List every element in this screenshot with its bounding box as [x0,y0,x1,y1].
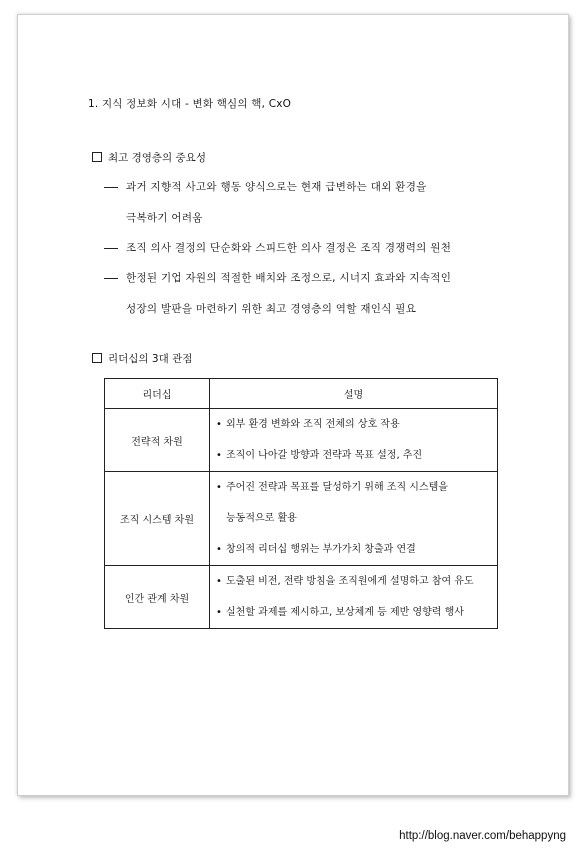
table-header-leadership: 리더십 [105,379,210,409]
list-item: • 조직이 나아갈 방향과 전략과 목표 설정, 추진 [216,450,423,461]
description-cell [210,472,498,566]
dash-icon [104,278,118,279]
section-leadership-heading: 리더십의 3대 관점 [92,351,192,366]
table-row [105,566,498,629]
dimension-cell: 조직 시스템 차원 [105,472,210,566]
list-item: • 주어진 전략과 목표를 달성하기 위해 조직 시스템을 [216,482,448,493]
table-row [105,472,498,566]
dimension-cell: 전략적 차원 [105,409,210,472]
checkbox-square-icon [92,353,102,363]
section1-line-4: 한정된 기업 자원의 적절한 배치와 조정으로, 시너지 효과와 지속적인 [104,270,451,285]
dash-icon [104,248,118,249]
description-cell [210,409,498,472]
document-title: 1. 지식 정보화 시대 - 변화 핵심의 핵, CxO [88,98,292,110]
list-item-continuation: 능동적으로 활용 [226,513,297,524]
table-header-row [105,379,498,409]
description-cell [210,566,498,629]
blog-url[interactable]: http://blog.naver.com/behappyng [399,830,566,842]
section1-line-5: 성장의 발판을 마련하기 위한 최고 경영층의 역할 재인식 필요 [126,303,417,315]
table-row [105,409,498,472]
section1-line-1: 과거 지향적 사고와 행동 양식으로는 현재 급변하는 대외 환경을 [104,179,427,194]
list-item: • 도출된 비전, 전략 방침을 조직원에게 설명하고 참여 유도 [216,576,474,587]
section-importance-heading: 최고 경영층의 중요성 [92,150,206,165]
table-header-description: 설명 [210,379,498,409]
section1-line-3: 조직 의사 결정의 단순화와 스피드한 의사 결정은 조직 경쟁력의 원천 [104,240,451,255]
section1-line-2: 극복하기 어려움 [126,212,203,224]
list-item: • 외부 환경 변화와 조직 전체의 상호 작용 [216,419,400,430]
leadership-table [104,378,498,629]
dimension-cell: 인간 관계 차원 [105,566,210,629]
list-item: • 창의적 리더십 행위는 부가가치 창출과 연결 [216,544,416,555]
dash-icon [104,187,118,188]
list-item: • 실천할 과제를 제시하고, 보상체계 등 제반 영향력 행사 [216,607,464,618]
checkbox-square-icon [92,152,102,162]
